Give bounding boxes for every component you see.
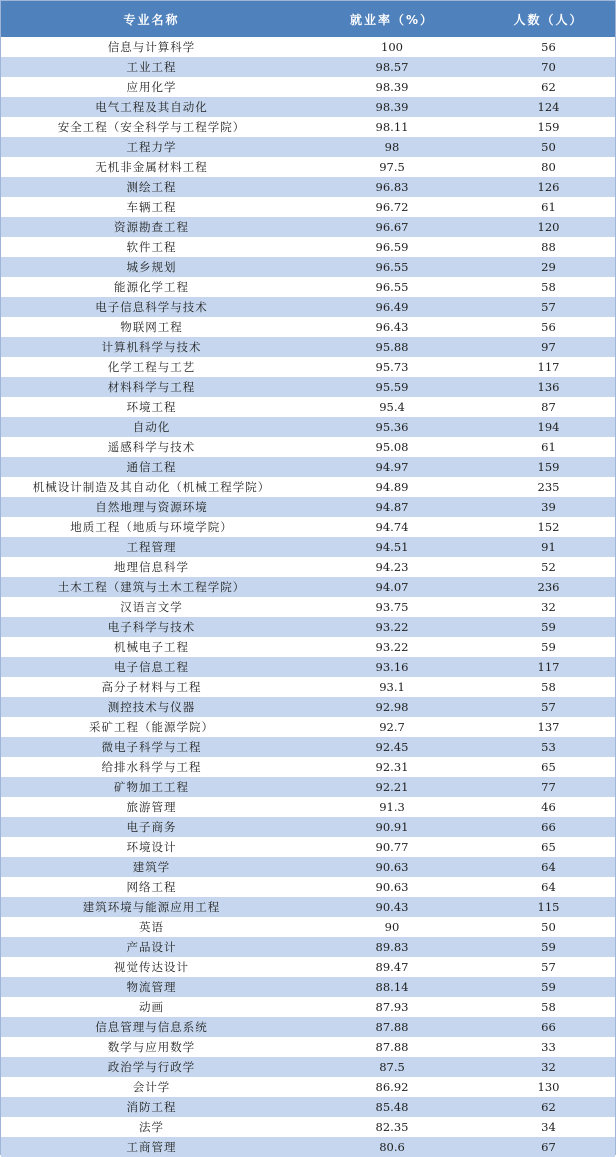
cell-major: 地理信息科学 — [114, 560, 189, 574]
cell-employment-rate: 97.5 — [379, 160, 405, 174]
cell-employment-rate: 96.43 — [375, 320, 409, 334]
cell-major: 地质工程（地质与环境学院） — [70, 520, 233, 534]
table-row — [1, 497, 615, 517]
table-row — [1, 297, 615, 317]
table-row — [1, 277, 615, 297]
cell-major: 能源化学工程 — [114, 280, 189, 294]
cell-headcount: 56 — [541, 320, 556, 334]
cell-major: 汉语言文学 — [120, 600, 183, 614]
cell-employment-rate: 96.67 — [375, 220, 409, 234]
table-row — [1, 197, 615, 217]
cell-employment-rate: 92.98 — [375, 700, 409, 714]
cell-major: 英语 — [139, 920, 164, 934]
cell-employment-rate: 87.88 — [375, 1040, 409, 1054]
cell-major: 动画 — [139, 1000, 164, 1014]
cell-headcount: 61 — [541, 440, 556, 454]
column-header-major: 专业名称 — [123, 12, 180, 27]
cell-employment-rate: 82.35 — [375, 1120, 409, 1134]
table-row — [1, 937, 615, 957]
cell-headcount: 65 — [541, 760, 556, 774]
cell-employment-rate: 87.88 — [375, 1020, 409, 1034]
cell-employment-rate: 85.48 — [375, 1100, 409, 1114]
cell-headcount: 67 — [541, 1140, 556, 1154]
cell-employment-rate: 80.6 — [379, 1140, 405, 1154]
cell-employment-rate: 86.92 — [375, 1080, 409, 1094]
cell-employment-rate: 90.43 — [375, 900, 409, 914]
cell-major: 材料科学与工程 — [107, 380, 196, 394]
cell-employment-rate: 98.11 — [375, 120, 409, 134]
cell-major: 法学 — [139, 1120, 164, 1134]
cell-headcount: 126 — [537, 180, 560, 194]
cell-employment-rate: 88.14 — [375, 980, 409, 994]
cell-employment-rate: 92.31 — [375, 760, 409, 774]
table-row — [1, 257, 615, 277]
cell-headcount: 80 — [541, 160, 556, 174]
cell-major: 采矿工程（能源学院） — [89, 720, 214, 734]
table-row — [1, 757, 615, 777]
cell-major: 物流管理 — [126, 980, 177, 994]
cell-employment-rate: 96.55 — [375, 280, 409, 294]
cell-headcount: 59 — [541, 980, 556, 994]
table-row — [1, 1077, 615, 1097]
cell-headcount: 66 — [541, 1020, 556, 1034]
cell-headcount: 88 — [541, 240, 556, 254]
cell-headcount: 32 — [541, 600, 556, 614]
cell-major: 电子商务 — [126, 820, 177, 834]
cell-employment-rate: 94.89 — [375, 480, 409, 494]
cell-headcount: 57 — [541, 300, 556, 314]
cell-headcount: 77 — [541, 780, 556, 794]
cell-headcount: 59 — [541, 640, 556, 654]
cell-major: 应用化学 — [126, 80, 177, 94]
cell-employment-rate: 92.21 — [375, 780, 409, 794]
cell-headcount: 50 — [541, 140, 556, 154]
table-row — [1, 797, 615, 817]
cell-major: 电子信息科学与技术 — [95, 300, 208, 314]
cell-headcount: 235 — [537, 480, 560, 494]
cell-employment-rate: 90.91 — [375, 820, 409, 834]
table-row — [1, 157, 615, 177]
cell-headcount: 87 — [541, 400, 556, 414]
table-row — [1, 517, 615, 537]
cell-major: 自动化 — [132, 420, 171, 434]
cell-headcount: 58 — [541, 680, 556, 694]
cell-major: 网络工程 — [126, 880, 177, 894]
cell-employment-rate: 96.83 — [375, 180, 409, 194]
table-row — [1, 317, 615, 337]
cell-major: 遥感科学与技术 — [107, 440, 196, 454]
cell-employment-rate: 91.3 — [379, 800, 405, 814]
cell-headcount: 130 — [537, 1080, 560, 1094]
table-row — [1, 1117, 615, 1137]
cell-major: 通信工程 — [126, 460, 177, 474]
cell-employment-rate: 96.49 — [375, 300, 409, 314]
cell-employment-rate: 94.97 — [375, 460, 409, 474]
cell-headcount: 62 — [541, 1100, 556, 1114]
cell-employment-rate: 96.55 — [375, 260, 409, 274]
cell-headcount: 97 — [541, 340, 556, 354]
table-row — [1, 977, 615, 997]
cell-major: 测控技术与仪器 — [107, 700, 196, 714]
cell-major: 测绘工程 — [126, 180, 177, 194]
table-row — [1, 57, 615, 77]
cell-headcount: 59 — [541, 940, 556, 954]
cell-headcount: 64 — [541, 880, 556, 894]
cell-major: 物联网工程 — [120, 320, 183, 334]
cell-major: 信息管理与信息系统 — [95, 1020, 208, 1034]
cell-headcount: 52 — [541, 560, 556, 574]
cell-headcount: 50 — [541, 920, 556, 934]
table-row — [1, 217, 615, 237]
table-row — [1, 677, 615, 697]
cell-headcount: 136 — [537, 380, 560, 394]
column-header-employment-rate: 就业率（%） — [349, 12, 435, 27]
cell-employment-rate: 93.22 — [375, 620, 409, 634]
cell-major: 消防工程 — [126, 1100, 177, 1114]
cell-major: 机械设计制造及其自动化（机械工程学院） — [32, 480, 271, 494]
table-row — [1, 637, 615, 657]
cell-employment-rate: 94.07 — [375, 580, 409, 594]
cell-headcount: 194 — [537, 420, 560, 434]
cell-headcount: 33 — [541, 1040, 556, 1054]
table-row — [1, 177, 615, 197]
cell-headcount: 34 — [541, 1120, 556, 1134]
cell-major: 旅游管理 — [126, 800, 177, 814]
cell-employment-rate: 90.63 — [375, 860, 409, 874]
cell-headcount: 117 — [537, 360, 560, 374]
table-row — [1, 777, 615, 797]
cell-employment-rate: 98.57 — [375, 60, 409, 74]
table-row — [1, 337, 615, 357]
table-row — [1, 697, 615, 717]
table-row — [1, 997, 615, 1017]
cell-major: 软件工程 — [126, 240, 177, 254]
table-row — [1, 817, 615, 837]
table-row — [1, 1057, 615, 1077]
cell-major: 计算机科学与技术 — [101, 340, 202, 354]
cell-employment-rate: 94.51 — [375, 540, 409, 554]
cell-major: 电子信息工程 — [114, 660, 189, 674]
table-row — [1, 1137, 615, 1157]
table-row — [1, 917, 615, 937]
cell-headcount: 32 — [541, 1060, 556, 1074]
cell-major: 环境设计 — [126, 840, 177, 854]
cell-headcount: 57 — [541, 960, 556, 974]
cell-employment-rate: 90 — [384, 920, 400, 934]
cell-major: 城乡规划 — [126, 260, 177, 274]
cell-major: 微电子科学与工程 — [101, 740, 202, 754]
cell-headcount: 66 — [541, 820, 556, 834]
table-row — [1, 37, 615, 57]
cell-employment-rate: 92.7 — [379, 720, 405, 734]
cell-major: 环境工程 — [126, 400, 177, 414]
cell-employment-rate: 89.47 — [375, 960, 409, 974]
cell-major: 工程力学 — [126, 140, 177, 154]
table-row — [1, 577, 615, 597]
cell-employment-rate: 92.45 — [375, 740, 409, 754]
cell-employment-rate: 87.93 — [375, 1000, 409, 1014]
table-row — [1, 457, 615, 477]
cell-employment-rate: 95.4 — [379, 400, 405, 414]
table-row — [1, 597, 615, 617]
cell-employment-rate: 94.23 — [375, 560, 409, 574]
cell-employment-rate: 93.75 — [375, 600, 409, 614]
cell-headcount: 59 — [541, 620, 556, 634]
cell-major: 电子科学与技术 — [107, 620, 196, 634]
table-row — [1, 357, 615, 377]
cell-major: 工业工程 — [126, 60, 177, 74]
cell-employment-rate: 98.39 — [375, 100, 409, 114]
cell-major: 土木工程（建筑与土木工程学院） — [57, 580, 246, 594]
cell-major: 安全工程（安全科学与工程学院） — [57, 120, 246, 134]
cell-headcount: 117 — [537, 660, 560, 674]
table-row — [1, 137, 615, 157]
table-row — [1, 477, 615, 497]
cell-headcount: 58 — [541, 280, 556, 294]
cell-employment-rate: 95.08 — [375, 440, 409, 454]
cell-major: 无机非金属材料工程 — [95, 160, 208, 174]
table-row — [1, 377, 615, 397]
cell-major: 工商管理 — [126, 1140, 177, 1154]
cell-employment-rate: 93.22 — [375, 640, 409, 654]
cell-headcount: 152 — [537, 520, 560, 534]
cell-employment-rate: 93.1 — [379, 680, 405, 694]
table-row — [1, 877, 615, 897]
cell-major: 车辆工程 — [126, 200, 177, 214]
cell-employment-rate: 94.87 — [375, 500, 409, 514]
cell-headcount: 124 — [537, 100, 560, 114]
cell-major: 建筑学 — [132, 860, 171, 874]
table-row — [1, 77, 615, 97]
cell-headcount: 39 — [541, 500, 556, 514]
cell-employment-rate: 96.72 — [375, 200, 409, 214]
table-row — [1, 857, 615, 877]
table-header — [1, 1, 615, 37]
table-row — [1, 837, 615, 857]
table-row — [1, 957, 615, 977]
cell-employment-rate: 95.36 — [375, 420, 409, 434]
cell-major: 工程管理 — [126, 540, 177, 554]
cell-employment-rate: 100 — [381, 40, 403, 54]
table-row — [1, 397, 615, 417]
cell-major: 信息与计算科学 — [107, 40, 196, 54]
cell-major: 化学工程与工艺 — [107, 360, 196, 374]
column-header-headcount: 人数（人） — [513, 12, 584, 27]
cell-headcount: 57 — [541, 700, 556, 714]
cell-headcount: 70 — [541, 60, 556, 74]
table-row — [1, 537, 615, 557]
cell-headcount: 159 — [537, 120, 560, 134]
cell-headcount: 120 — [537, 220, 560, 234]
cell-headcount: 159 — [537, 460, 560, 474]
table-row — [1, 117, 615, 137]
cell-employment-rate: 90.63 — [375, 880, 409, 894]
table-row — [1, 1097, 615, 1117]
cell-major: 矿物加工工程 — [114, 780, 189, 794]
cell-headcount: 56 — [541, 40, 556, 54]
cell-headcount: 53 — [541, 740, 556, 754]
cell-headcount: 58 — [541, 1000, 556, 1014]
cell-employment-rate: 89.83 — [375, 940, 409, 954]
cell-headcount: 115 — [537, 900, 560, 914]
table-row — [1, 897, 615, 917]
cell-major: 会计学 — [132, 1080, 171, 1094]
cell-major: 机械电子工程 — [114, 640, 189, 654]
cell-headcount: 61 — [541, 200, 556, 214]
cell-headcount: 62 — [541, 80, 556, 94]
table-row — [1, 1017, 615, 1037]
cell-employment-rate: 98.39 — [375, 80, 409, 94]
table-row — [1, 557, 615, 577]
cell-headcount: 236 — [537, 580, 560, 594]
cell-major: 给排水科学与工程 — [101, 760, 202, 774]
cell-headcount: 91 — [541, 540, 556, 554]
table-row — [1, 657, 615, 677]
cell-headcount: 29 — [541, 260, 556, 274]
cell-employment-rate: 93.16 — [375, 660, 409, 674]
cell-employment-rate: 94.74 — [375, 520, 409, 534]
table-row — [1, 237, 615, 257]
cell-employment-rate: 98 — [384, 140, 400, 154]
table-row — [1, 737, 615, 757]
cell-headcount: 65 — [541, 840, 556, 854]
cell-major: 视觉传达设计 — [114, 960, 189, 974]
cell-employment-rate: 95.88 — [375, 340, 409, 354]
cell-major: 电气工程及其自动化 — [95, 100, 208, 114]
cell-employment-rate: 96.59 — [375, 240, 409, 254]
cell-headcount: 137 — [537, 720, 560, 734]
table-row — [1, 717, 615, 737]
cell-employment-rate: 95.73 — [375, 360, 409, 374]
table-row — [1, 437, 615, 457]
cell-major: 产品设计 — [126, 940, 177, 954]
cell-major: 自然地理与资源环境 — [95, 500, 208, 514]
table-row — [1, 97, 615, 117]
cell-headcount: 64 — [541, 860, 556, 874]
cell-major: 政治学与行政学 — [107, 1060, 196, 1074]
cell-employment-rate: 87.5 — [379, 1060, 405, 1074]
cell-major: 建筑环境与能源应用工程 — [82, 900, 221, 914]
cell-employment-rate: 95.59 — [375, 380, 409, 394]
table-row — [1, 417, 615, 437]
cell-major: 数学与应用数学 — [107, 1040, 196, 1054]
table-row — [1, 1037, 615, 1057]
table-row — [1, 617, 615, 637]
cell-employment-rate: 90.77 — [375, 840, 409, 854]
cell-major: 高分子材料与工程 — [101, 680, 202, 694]
cell-headcount: 46 — [541, 800, 556, 814]
cell-major: 资源勘查工程 — [114, 220, 189, 234]
